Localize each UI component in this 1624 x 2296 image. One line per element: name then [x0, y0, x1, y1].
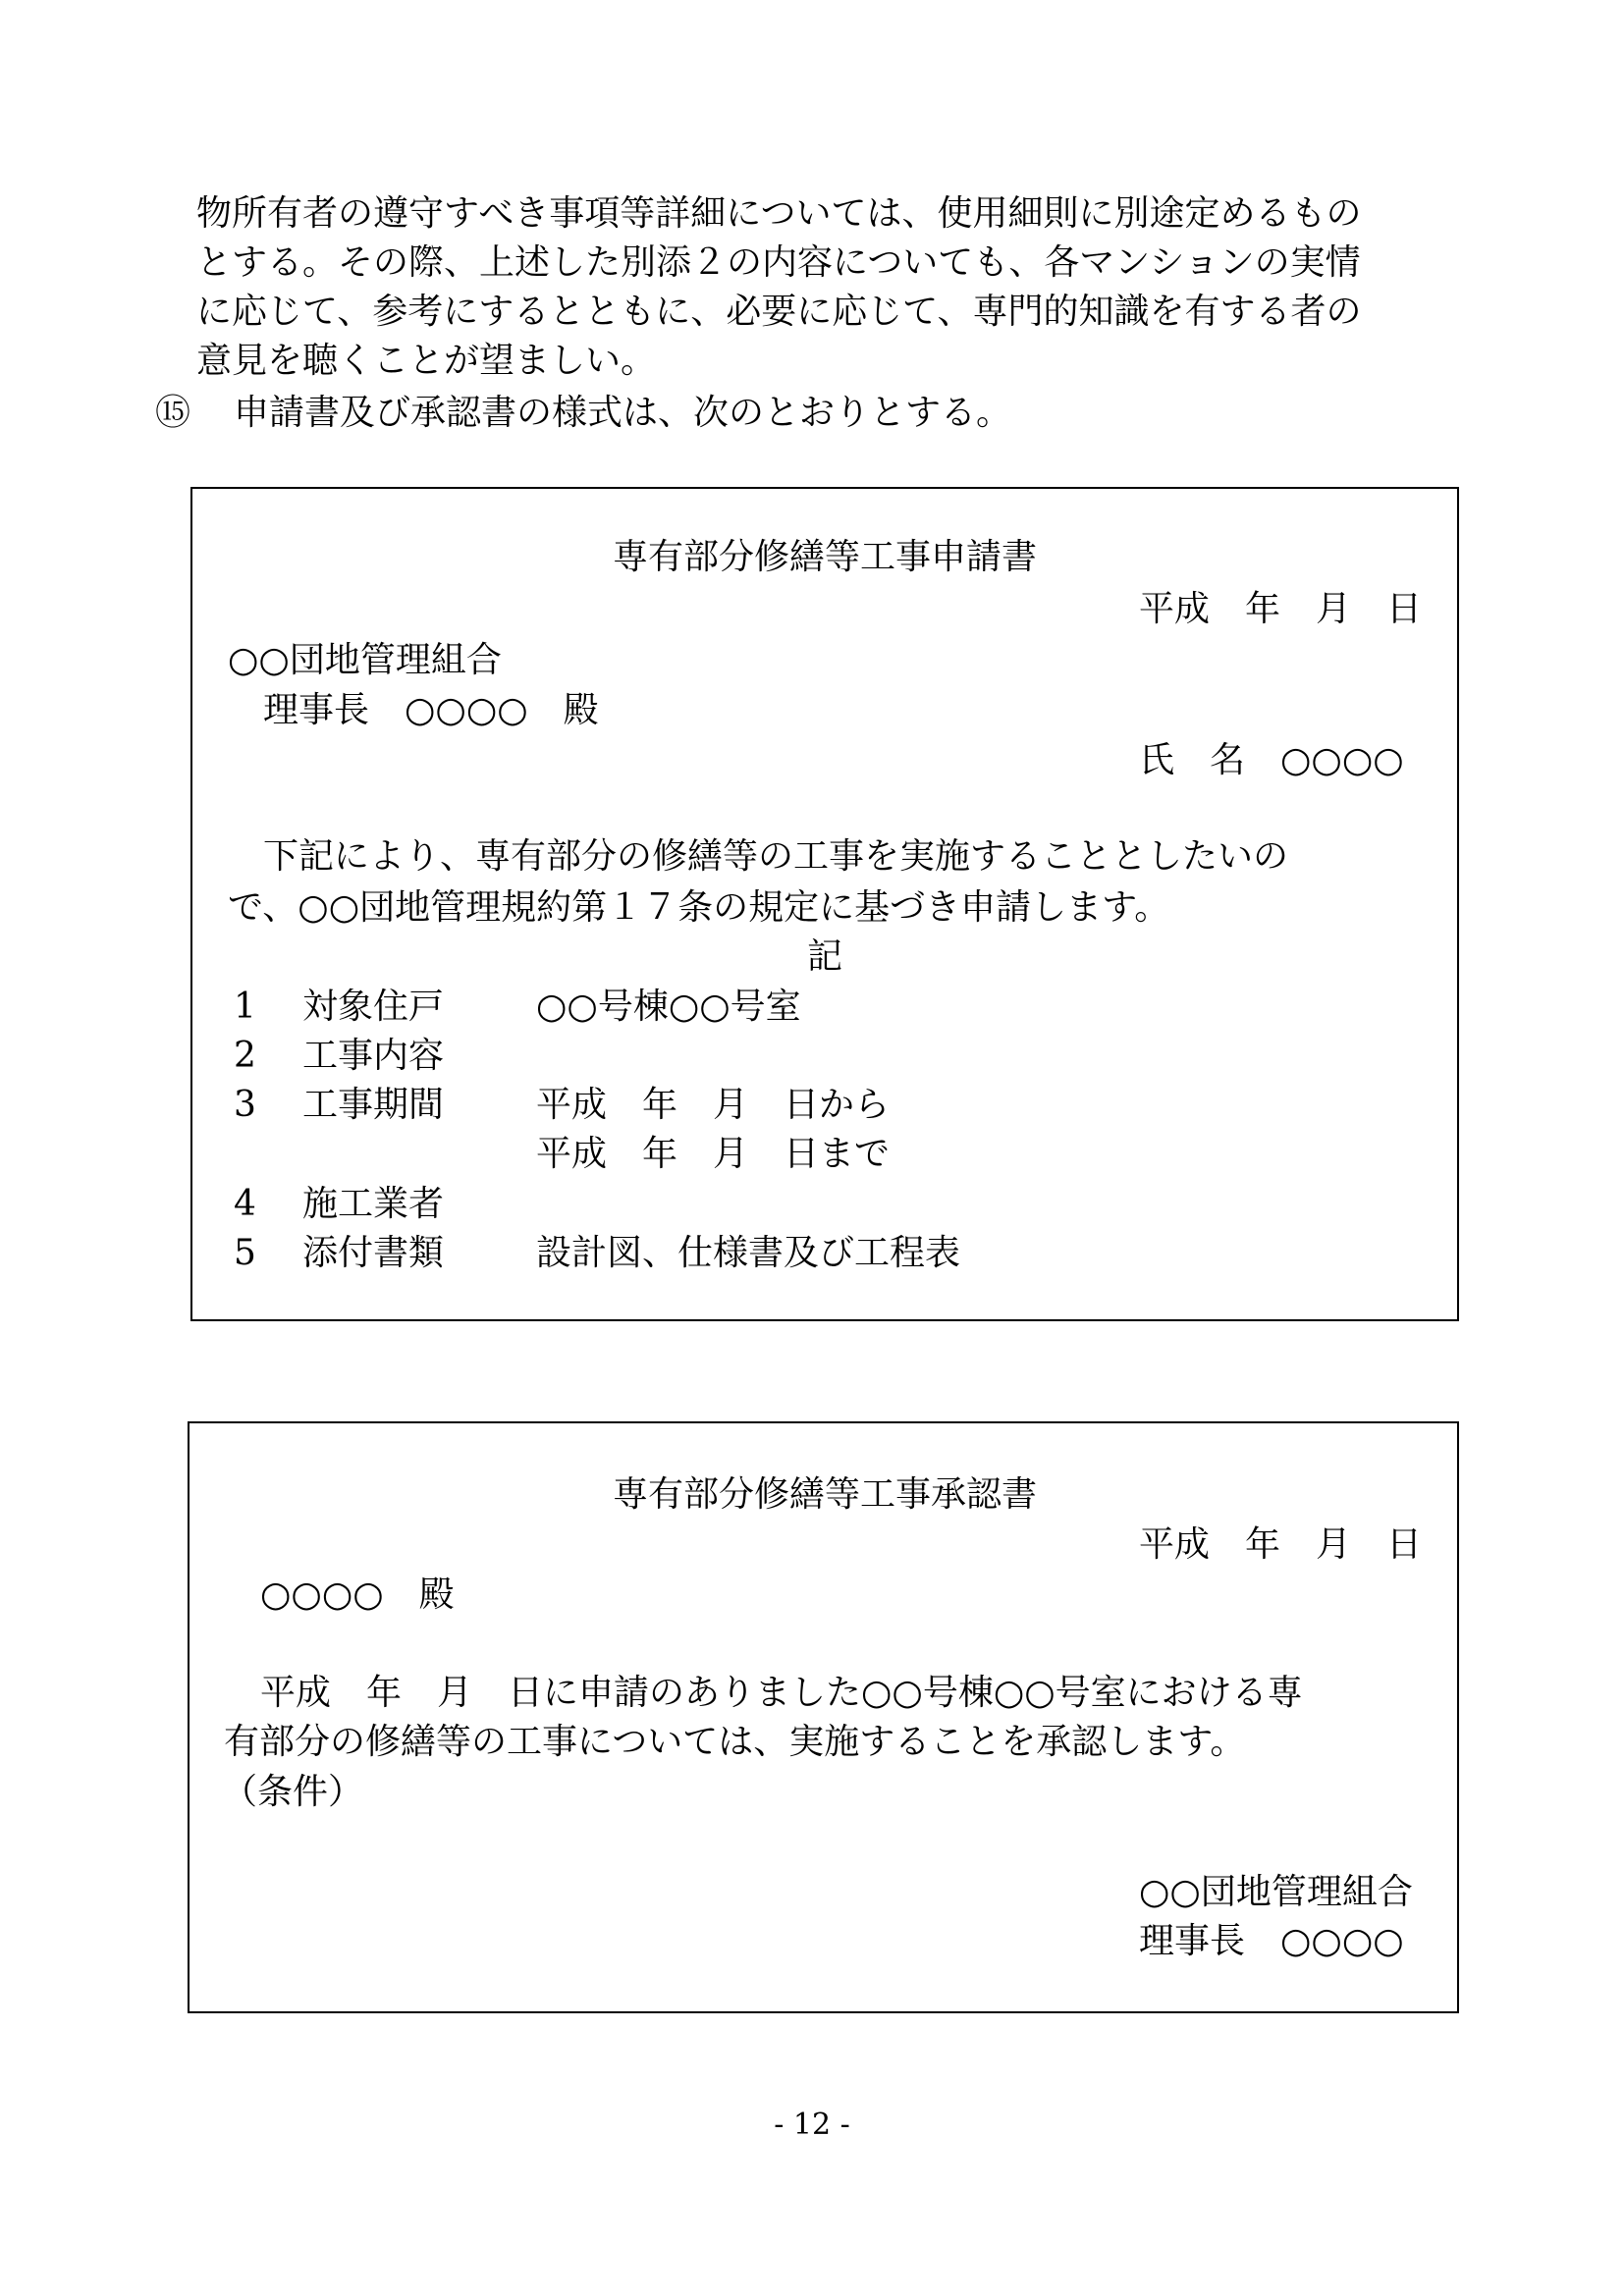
approval-issuer-org: ○○団地管理組合: [1139, 1872, 1413, 1912]
item-2-label: 工事内容: [302, 1036, 445, 1076]
intro-line-1: 物所有者の遵守すべき事項等詳細については、使用細則に別途定めるもの: [196, 193, 1362, 234]
approval-body-line-1: 平成 年 月 日に申請のありました○○号棟○○号室における専: [260, 1673, 1303, 1713]
item-2-number: 2: [234, 1036, 256, 1076]
application-body-line-2: で、○○団地管理規約第１７条の規定に基づき申請します。: [228, 887, 1170, 928]
application-title: 専有部分修繕等工事申請書: [612, 537, 1037, 577]
item-15-text: 申請書及び承認書の様式は、次のとおりとする。: [234, 393, 1012, 433]
application-addressee-org: ○○団地管理組合: [228, 640, 502, 680]
item-15-number: ⑮: [155, 393, 191, 433]
application-body-line-1: 下記により、専有部分の修繕等の工事を実施することとしたいの: [263, 836, 1289, 877]
item-5-value: 設計図、仕様書及び工程表: [536, 1233, 961, 1273]
item-1-value: ○○号棟○○号室: [536, 987, 801, 1027]
approval-issuer-person: 理事長 ○○○○: [1139, 1921, 1404, 1961]
approval-body-line-2: 有部分の修繕等の工事については、実施することを承認します。: [224, 1722, 1246, 1762]
item-3-number: 3: [234, 1085, 256, 1125]
intro-line-2: とする。その際、上述した別添２の内容についても、各マンションの実情: [196, 242, 1361, 283]
item-5-number: 5: [234, 1233, 256, 1273]
intro-line-3: に応じて、参考にするとともに、必要に応じて、専門的知識を有する者の: [196, 292, 1362, 332]
application-date: 平成 年 月 日: [1139, 589, 1423, 629]
item-1-label: 対象住戸: [302, 987, 445, 1027]
intro-line-4: 意見を聴くことが望ましい。: [196, 341, 657, 381]
item-5-label: 添付書類: [302, 1233, 445, 1273]
page-number: - 12 -: [774, 2108, 850, 2142]
item-3-value-start: 平成 年 月 日から: [536, 1085, 891, 1125]
item-1-number: 1: [234, 987, 256, 1027]
approval-title: 専有部分修繕等工事承認書: [612, 1474, 1037, 1515]
item-4-label: 施工業者: [302, 1184, 445, 1224]
approval-date: 平成 年 月 日: [1139, 1524, 1423, 1565]
application-ki: 記: [807, 936, 843, 977]
item-3-value-end: 平成 年 月 日まで: [536, 1134, 891, 1174]
item-4-number: 4: [234, 1184, 256, 1224]
application-applicant: 氏 名 ○○○○: [1139, 740, 1404, 780]
approval-conditions: （条件）: [222, 1772, 364, 1812]
application-addressee-person: 理事長 ○○○○ 殿: [263, 690, 599, 730]
approval-addressee: ○○○○ 殿: [260, 1575, 455, 1615]
item-3-label: 工事期間: [302, 1085, 445, 1125]
